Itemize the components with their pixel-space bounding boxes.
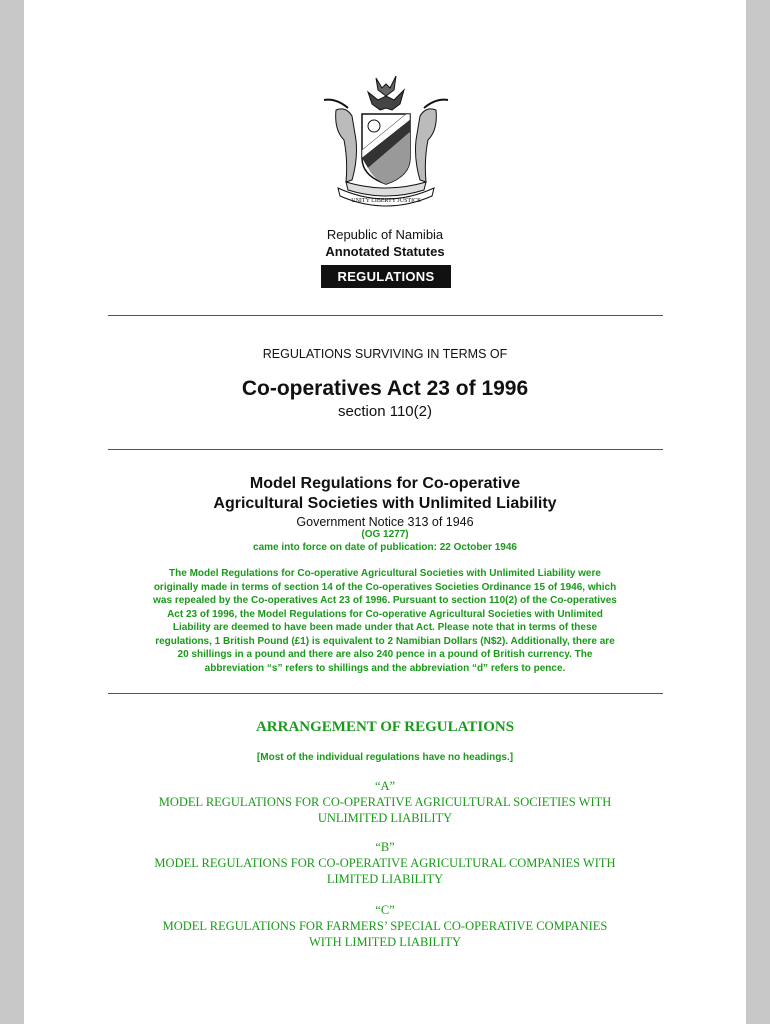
part-b-line2: LIMITED LIABILITY [326,872,444,886]
government-notice: Government Notice 313 of 1946 [296,515,474,529]
part-c-line1: MODEL REGULATIONS FOR FARMERS’ SPECIAL CO-OPERATIVE COMPANIES [162,919,608,933]
part-c-line2: WITH LIMITED LIABILITY [308,935,462,949]
annotation-line: regulations, 1 British Pound (£1) is equivalent to 2 Namibian Dollars (N$2). Additionally, there are [155,635,615,647]
annotation-paragraph [24,567,746,675]
annotation-line: originally made in terms of section 14 of the Co-operatives Societies Ordinance 15 of 1946, which [153,581,617,593]
regulation-title-line1: Model Regulations for Co-operative [249,475,521,492]
preface-line: REGULATIONS SURVIVING IN TERMS OF [262,347,508,361]
crest-motto: UNITY LIBERTY JUSTICE [351,198,421,204]
document-page [24,0,746,1024]
publisher-line2: Annotated Statutes [325,244,445,259]
divider [108,449,663,450]
act-section: section 110(2) [338,403,432,420]
part-a-line2: UNLIMITED LIABILITY [317,811,453,825]
annotation-line: abbreviation “s” refers to shillings and the abbreviation “d” refers to pence. [204,662,566,674]
annotation-line: 20 shillings in a pound and there are also 240 pence in a pound of British currency. The [177,649,593,660]
part-a-letter: “A” [374,779,396,793]
divider [108,693,663,694]
part-c-letter: “C” [375,903,395,917]
coat-of-arms-icon [316,70,456,210]
act-title: Co-operatives Act 23 of 1996 [241,377,529,400]
arrangement-heading: ARRANGEMENT OF REGULATIONS [255,719,515,735]
annotation-line: The Model Regulations for Co-operative Agricultural Societies with Unlimited Liability were [169,568,601,579]
annotation-line: Act 23 of 1996, the Model Regulations for Co-operative Agricultural Societies with Unlimited [167,608,603,620]
part-a-line1: MODEL REGULATIONS FOR CO-OPERATIVE AGRICULTURAL SOCIETIES WITH [158,795,612,809]
regulation-title-line2: Agricultural Societies with Unlimited Liability [213,495,557,512]
annotation-line: was repealed by the Co-operatives Act 23 of 1996. Pursuant to section 110(2) of the Co-operatives [153,595,617,606]
arrangement-note: [Most of the individual regulations have no headings.] [256,752,514,763]
divider [108,315,663,316]
regulations-badge: REGULATIONS [321,265,451,288]
publisher-line1: Republic of Namibia [326,227,444,242]
part-b-line1: MODEL REGULATIONS FOR CO-OPERATIVE AGRICULTURAL COMPANIES WITH [154,856,616,870]
og-reference: (OG 1277) [361,529,409,540]
commencement-note: came into force on date of publication: 22 October 1946 [253,542,517,553]
annotation-line: Liability are deemed to have been made under that Act. Please note that in terms of these [172,622,598,633]
part-b-letter: “B” [375,840,395,854]
